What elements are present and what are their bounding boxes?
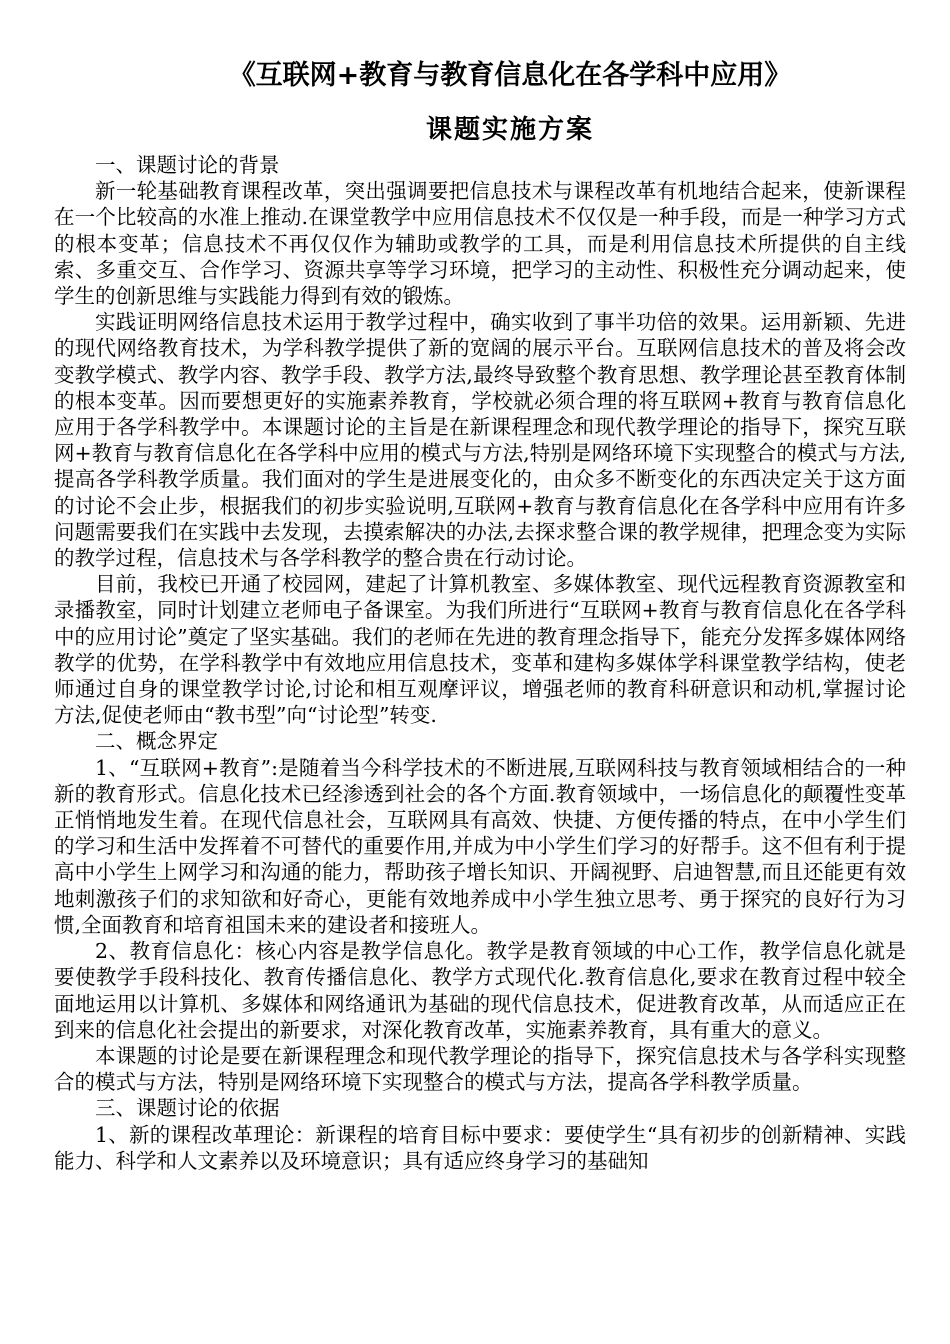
section-heading: 三、课题讨论的依据 [95,1096,280,1121]
document-title: 《互联网+教育与教育信息化在各学科中应用》 [228,60,792,91]
section-heading: 一、课题讨论的背景 [95,153,280,177]
body-paragraph: 新一轮基础教育课程改革，突出强调要把信息技术与课程改革有机地结合起来，使新课程在一个比较高的水准上推动.在课堂教学中应用信息技术不仅仅是一种手段，而是一种学习方式的根本变革；信息技术不再仅仅作为辅助或教学的工具，而是利用信息技术所提供的自主线索、多重交互、合作学习、资源共享等学习环境，把学习的主动性、积极性充分调动起来，使学生的创新思维与实践能力得到有效的锻炼。 [54,179,906,309]
body-paragraph: 1、“互联网+教育”:是随着当今科学技术的不断进展,互联网科技与教育领域相结合的一种新的教育形式。信息化技术已经渗透到社会的各个方面.教育领域中，一场信息化的颠覆性变革正悄悄地发生着。在现代信息社会，互联网具有高效、快捷、方便传播的特点，在中小学生们的学习和生活中发挥着不可替代的重要作用,并成为中小学生们学习的好帮手。这不但有利于提高中小学生上网学习和沟通的能力，帮助孩子增长知识、开阔视野、启迪智慧,而且还能更有效地刺激孩子们的求知欲和好奇心，更能有效地养成中小学生独立思考、勇于探究的良好行为习惯,全面教育和培育祖国未来的建设者和接班人。 [54,755,906,937]
document-subtitle: 课题实施方案 [425,115,594,145]
body-paragraph: 2、教育信息化：核心内容是教学信息化。教学是教育领域的中心工作，教学信息化就是要使教学手段科技化、教育传播信息化、教学方式现代化.教育信息化,要求在教育过程中较全面地运用以计算机、多媒体和网络通讯为基础的现代信息技术，促进教育改革，从而适应正在到来的信息化社会提出的新要求，对深化教育改革，实施素养教育，具有重大的意义。 [54,939,906,1042]
body-paragraph: 目前，我校已开通了校园网，建起了计算机教室、多媒体教室、现代远程教育资源教室和录播教室，同时计划建立老师电子备课室。为我们所进行“互联网+教育与教育信息化在各学科中的应用讨论”奠定了坚实基础。我们的老师在先进的教育理念指导下，能充分发挥多媒体网络教学的优势，在学科教学中有效地应用信息技术，变革和建构多媒体学科课堂教学结构，使老师通过自身的课堂教学讨论,讨论和相互观摩评议，增强老师的教育科研意识和动机,掌握讨论方法,促使老师由“教书型”向“讨论型”转变. [54,572,906,728]
body-paragraph: 实践证明网络信息技术运用于教学过程中，确实收到了事半功倍的效果。运用新颖、先进的现代网络教育技术，为学科教学提供了新的宽阔的展示平台。互联网信息技术的普及将会改变教学模式、教学内容、教学手段、教学方法,最终导致整个教育思想、教学理论甚至教育体制的根本变革。因而要想更好的实施素养教育，学校就必须合理的将互联网+教育与教育信息化应用于各学科教学中。本课题讨论的主旨是在新课程理念和现代教学理论的指导下，探究互联网+教育与教育信息化在各学科中应用的模式与方法,特别是网络环境下实现整合的模式与方法,提高各学科教学质量。我们面对的学生是进展变化的，由众多不断变化的东西决定关于这方面的讨论不会止步，根据我们的初步实验说明,互联网+教育与教育信息化在各学科中应用有许多问题需要我们在实践中去发现，去摸索解决的办法,去探求整合课的教学规律，把理念变为实际的教学过程，信息技术与各学科教学的整合贵在行动讨论。 [54,310,906,571]
body-paragraph: 1、新的课程改革理论：新课程的培育目标中要求：要使学生“具有初步的创新精神、实践能力、科学和人文素养以及环境意识；具有适应终身学习的基础知 [54,1122,906,1173]
body-paragraph: 本课题的讨论是要在新课程理念和现代教学理论的指导下，探究信息技术与各学科实现整合的模式与方法，特别是网络环境下实现整合的模式与方法，提高各学科教学质量。 [54,1043,906,1095]
document-body [54,152,906,1174]
section-heading: 二、概念界定 [95,729,218,754]
document-page [54,56,906,1174]
